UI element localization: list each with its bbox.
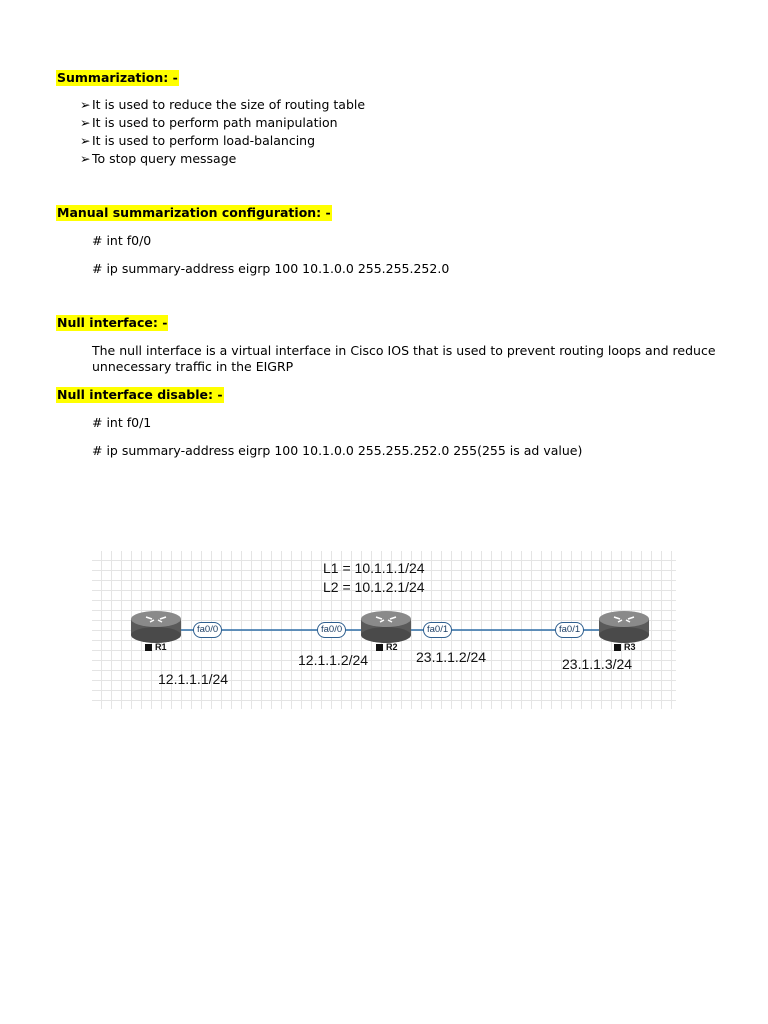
config-line: # ip summary-address eigrp 100 10.1.0.0 255.255.252.0 255(255 is ad value) (92, 443, 583, 458)
router-icon (360, 609, 412, 645)
ip-r2-right: 23.1.1.2/24 (416, 649, 487, 665)
summarization-heading: Summarization: - (57, 70, 178, 85)
null-interface-paragraph-line2: unnecessary traffic in the EIGRP (92, 359, 294, 374)
port-r3-fa0-1: fa0/1 (555, 622, 584, 638)
config-line: # ip summary-address eigrp 100 10.1.0.0 255.255.252.0 (92, 261, 450, 276)
arrow-bullet-icon: ➢ (80, 133, 91, 148)
port-r2-fa0-1: fa0/1 (423, 622, 452, 638)
list-item-text: It is used to reduce the size of routing table (92, 97, 366, 112)
router-label-r2: R2 (376, 642, 398, 652)
router-icon (598, 609, 650, 645)
config-line: # int f0/0 (92, 233, 152, 248)
port-r2-fa0-0: fa0/0 (317, 622, 346, 638)
config-line: # int f0/1 (92, 415, 152, 430)
loopback-l2: L2 = 10.1.2.1/24 (323, 579, 425, 595)
list-item (80, 97, 365, 113)
loopback-l1: L1 = 10.1.1.1/24 (323, 560, 425, 576)
arrow-bullet-icon: ➢ (80, 151, 91, 166)
router-label-r3: R3 (614, 642, 636, 652)
ip-r1: 12.1.1.1/24 (158, 671, 229, 687)
list-item-text: To stop query message (92, 151, 237, 166)
list-item-text: It is used to perform path manipulation (92, 115, 338, 130)
arrow-bullet-icon: ➢ (80, 97, 91, 112)
ip-r2-left: 12.1.1.2/24 (298, 652, 369, 668)
ip-r3: 23.1.1.3/24 (562, 656, 633, 672)
list-item (80, 151, 236, 167)
arrow-bullet-icon: ➢ (80, 115, 91, 130)
router-icon (130, 609, 182, 645)
null-interface-heading: Null interface: - (57, 315, 168, 330)
network-diagram (92, 551, 676, 709)
manual-config-heading: Manual summarization configuration: - (57, 205, 331, 220)
null-interface-paragraph-line1: The null interface is a virtual interface in Cisco IOS that is used to prevent routing loops and reduce (92, 343, 716, 358)
list-item-text: It is used to perform load-balancing (92, 133, 316, 148)
router-label-r1: R1 (145, 642, 167, 652)
list-item (80, 133, 315, 149)
null-disable-heading: Null interface disable: - (57, 387, 223, 402)
list-item (80, 115, 338, 131)
port-r1-fa0-0: fa0/0 (193, 622, 222, 638)
